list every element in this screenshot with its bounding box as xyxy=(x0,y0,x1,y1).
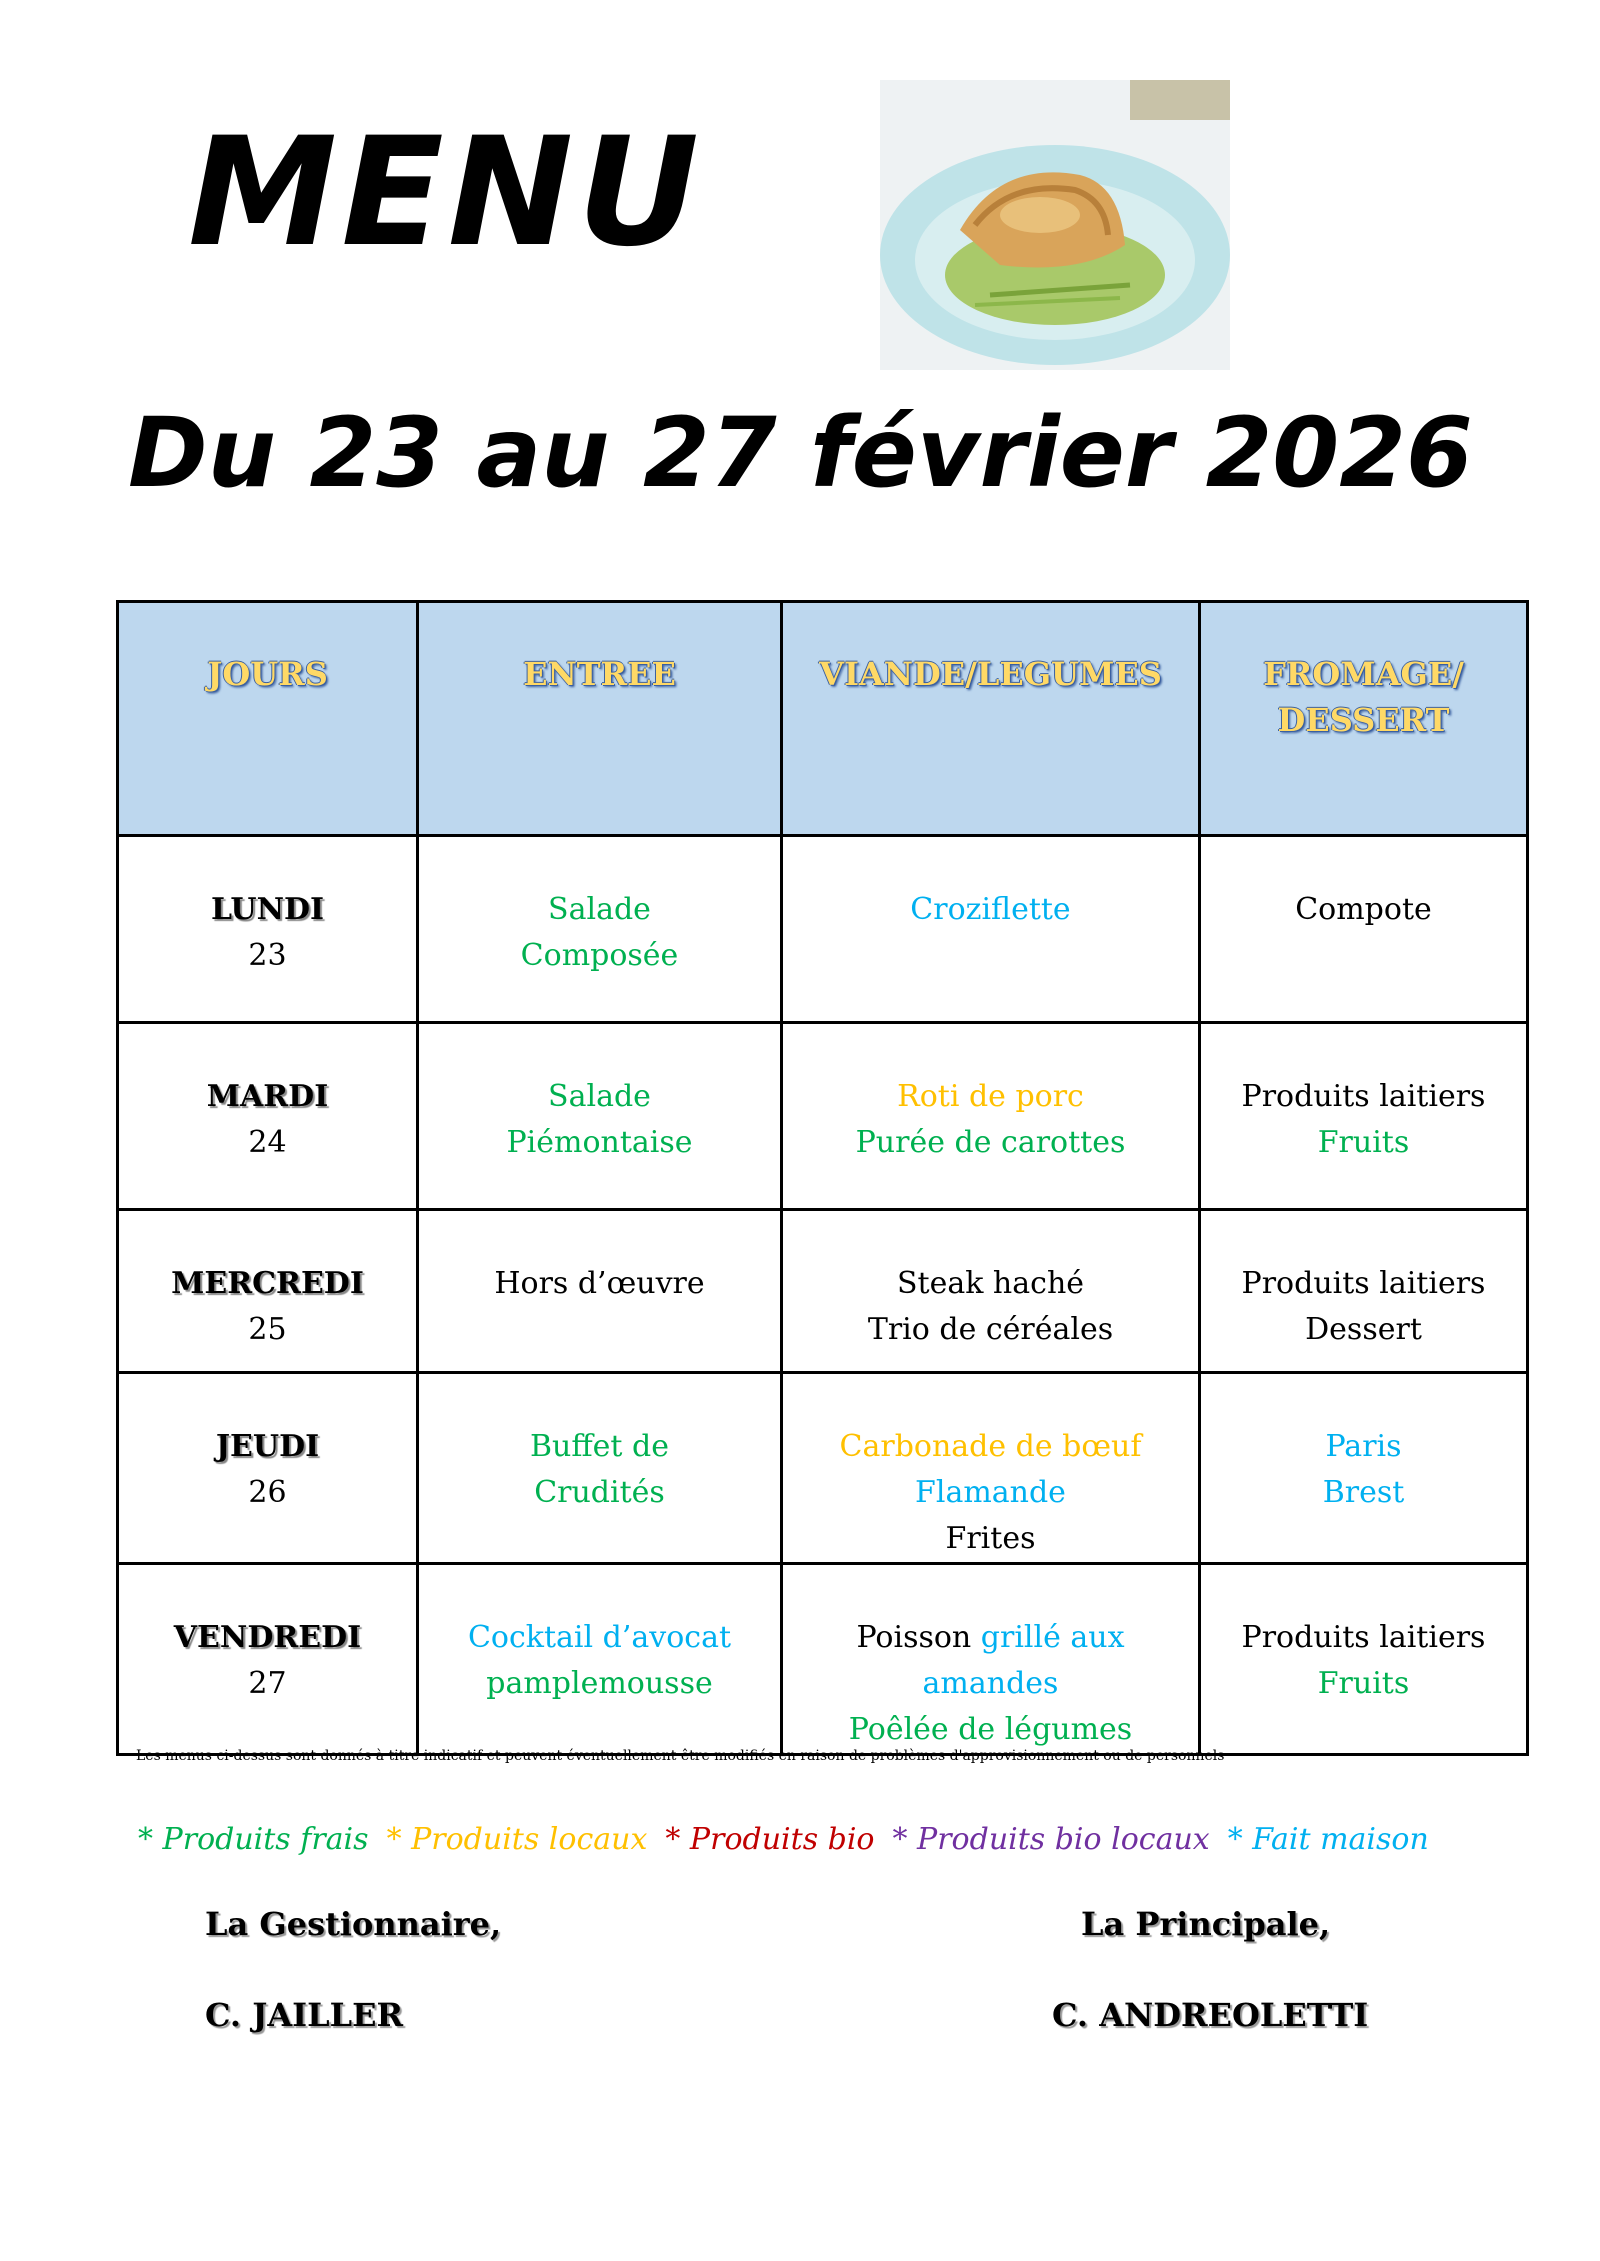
viande-line xyxy=(787,1516,1194,1562)
entree-line: Crudités xyxy=(534,1475,665,1510)
dessert-line: Paris xyxy=(1325,1429,1402,1464)
viande-segment: Roti de porc xyxy=(897,1079,1084,1114)
entree-line: Salade xyxy=(548,892,651,927)
viande-line xyxy=(787,1707,1194,1753)
fish-dish-photo xyxy=(880,80,1230,370)
signature-name-left: C. JAILLER xyxy=(205,1996,404,2034)
day-cell xyxy=(118,1023,418,1210)
dessert-line: Produits laitiers xyxy=(1241,1266,1486,1301)
viande-line xyxy=(787,1074,1194,1120)
table-row xyxy=(118,1373,1528,1564)
viande-legumes-cell xyxy=(782,1210,1200,1373)
entree-line: Composée xyxy=(520,938,679,973)
viande-segment: Poisson xyxy=(856,1620,981,1655)
day-date: 26 xyxy=(248,1475,287,1510)
day-name: MARDI xyxy=(206,1079,329,1114)
fromage-dessert-cell xyxy=(1200,836,1528,1023)
dessert-line: Brest xyxy=(1322,1475,1405,1510)
viande-segment: Frites xyxy=(945,1521,1036,1556)
day-name: VENDREDI xyxy=(173,1620,362,1655)
signature-role-left: La Gestionnaire, xyxy=(205,1905,502,1943)
viande-segment: grillé aux xyxy=(980,1620,1125,1655)
day-cell xyxy=(118,1210,418,1373)
dessert-line: Fruits xyxy=(1317,1666,1410,1701)
legend-item: * Produits locaux xyxy=(386,1822,648,1857)
entree-line: Salade xyxy=(548,1079,651,1114)
entree-line: Piémontaise xyxy=(506,1125,693,1160)
viande-line xyxy=(787,1470,1194,1516)
dessert-line: Produits laitiers xyxy=(1241,1079,1486,1114)
viande-line xyxy=(787,1307,1194,1353)
day-name: LUNDI xyxy=(210,892,325,927)
table-header-row xyxy=(118,602,1528,836)
entree-cell xyxy=(418,1023,782,1210)
viande-legumes-cell xyxy=(782,1023,1200,1210)
date-range-title: Du 23 au 27 février 2026 xyxy=(128,397,1473,509)
menu-title: MENU xyxy=(188,106,704,280)
day-name: MERCREDI xyxy=(171,1266,364,1301)
day-name: JEUDI xyxy=(215,1429,320,1464)
fromage-dessert-cell xyxy=(1200,1210,1528,1373)
header-entree: ENTREE xyxy=(418,602,782,836)
viande-segment: Steak haché xyxy=(896,1266,1085,1301)
viande-legumes-cell xyxy=(782,1564,1200,1755)
viande-segment: amandes xyxy=(922,1666,1059,1701)
entree-line: Hors d’œuvre xyxy=(494,1266,705,1301)
signature-name-right: C. ANDREOLETTI xyxy=(1052,1996,1369,2034)
day-date: 24 xyxy=(248,1125,287,1160)
viande-line xyxy=(787,887,1194,933)
signature-role-right: La Principale, xyxy=(1081,1905,1331,1943)
viande-segment: Carbonade de bœuf xyxy=(839,1429,1142,1464)
viande-line xyxy=(787,1615,1194,1661)
day-cell xyxy=(118,836,418,1023)
dessert-line: Dessert xyxy=(1305,1312,1422,1347)
dessert-line: Compote xyxy=(1295,892,1432,927)
weekly-menu-table xyxy=(116,600,1529,1756)
entree-line: Buffet de xyxy=(530,1429,669,1464)
fromage-dessert-cell xyxy=(1200,1023,1528,1210)
entree-cell xyxy=(418,1564,782,1755)
entree-line: pamplemousse xyxy=(486,1666,713,1701)
viande-line xyxy=(787,1120,1194,1166)
viande-segment: Croziflette xyxy=(910,892,1071,927)
day-cell xyxy=(118,1564,418,1755)
dessert-line: Fruits xyxy=(1317,1125,1410,1160)
viande-legumes-cell xyxy=(782,1373,1200,1564)
viande-segment: Purée de carottes xyxy=(855,1125,1126,1160)
entree-cell xyxy=(418,1210,782,1373)
header-jours: JOURS xyxy=(118,602,418,836)
day-date: 25 xyxy=(248,1312,287,1347)
color-legend xyxy=(138,1822,1447,1857)
day-date: 27 xyxy=(248,1666,287,1701)
viande-line xyxy=(787,1661,1194,1707)
viande-line xyxy=(787,1261,1194,1307)
viande-segment: Flamande xyxy=(915,1475,1066,1510)
fromage-dessert-cell xyxy=(1200,1564,1528,1755)
fromage-dessert-cell xyxy=(1200,1373,1528,1564)
entree-cell xyxy=(418,836,782,1023)
table-row xyxy=(118,1023,1528,1210)
legend-item: * Fait maison xyxy=(1227,1822,1429,1857)
day-date: 23 xyxy=(248,938,287,973)
table-row xyxy=(118,836,1528,1023)
table-row xyxy=(118,1564,1528,1755)
header-viande-legumes: VIANDE/LEGUMES xyxy=(782,602,1200,836)
disclaimer-note: Les menus ci-dessus sont donnés à titre indicatif et peuvent éventuellement être modifiés en raison de problèmes d'approvisionnement ou de personnels xyxy=(136,1748,1225,1764)
viande-segment: Poêlée de légumes xyxy=(848,1712,1133,1747)
legend-item: * Produits frais xyxy=(138,1822,369,1857)
day-cell xyxy=(118,1373,418,1564)
viande-segment: Trio de céréales xyxy=(867,1312,1114,1347)
entree-line: Cocktail d’avocat xyxy=(467,1620,732,1655)
viande-legumes-cell xyxy=(782,836,1200,1023)
viande-line xyxy=(787,1424,1194,1470)
header-fromage-dessert: FROMAGE/ DESSERT xyxy=(1200,602,1528,836)
dessert-line: Produits laitiers xyxy=(1241,1620,1486,1655)
legend-item: * Produits bio xyxy=(665,1822,875,1857)
legend-item: * Produits bio locaux xyxy=(892,1822,1210,1857)
table-row xyxy=(118,1210,1528,1373)
entree-cell xyxy=(418,1373,782,1564)
